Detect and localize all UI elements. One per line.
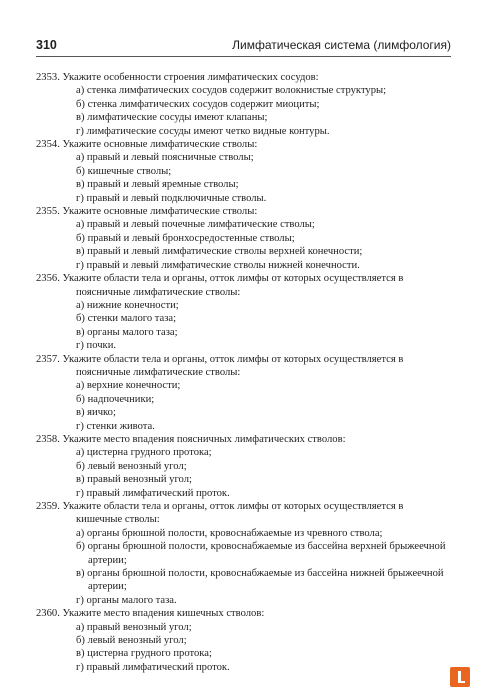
answer-option: в) органы малого таза; — [76, 326, 178, 338]
page-number: 310 — [36, 38, 57, 52]
answer-option: а) цистерна грудного протока; — [76, 447, 212, 459]
header-rule — [36, 56, 451, 57]
question-block — [36, 500, 451, 607]
question-stem: 2356. Укажите области тела и органы, отток лимфы от которых осуществляется в поясничные лимфатические стволы: — [36, 273, 404, 298]
question-stem: 2360. Укажите место впадения кишечных стволов: — [36, 608, 265, 620]
answer-option: б) правый и левый бронхосредостенные стволы; — [76, 232, 295, 244]
answer-option: а) нижние конечности; — [76, 299, 179, 311]
running-title: Лимфатическая система (лимфология) — [232, 38, 451, 52]
question-stem: 2358. Укажите место впадения поясничных лимфатических стволов: — [36, 433, 346, 445]
answer-option: г) лимфатические сосуды имеют четко видные контуры. — [76, 125, 330, 137]
answer-option: а) правый венозный угол; — [76, 621, 192, 633]
question-stem: 2354. Укажите основные лимфатические стволы: — [36, 139, 258, 151]
answer-option: б) надпочечники; — [76, 393, 155, 405]
answer-option: б) кишечные стволы; — [76, 165, 172, 177]
answer-option: а) органы брюшной полости, кровоснабжаемые из чревного ствола; — [76, 527, 383, 539]
answer-option: в) органы брюшной полости, кровоснабжаемые из бассейна нижней брыжеечной артерии; — [76, 568, 444, 593]
answer-option: г) правый и левый лимфатические стволы нижней конечности. — [76, 259, 360, 271]
answer-option: г) стенки живота. — [76, 420, 155, 432]
question-block — [36, 272, 451, 352]
question-block — [36, 353, 451, 433]
question-stem: 2355. Укажите основные лимфатические стволы: — [36, 206, 258, 218]
answer-option: в) цистерна грудного протока; — [76, 648, 212, 660]
publisher-logo-icon — [450, 667, 470, 687]
question-block — [36, 71, 451, 138]
answer-option: б) органы брюшной полости, кровоснабжаемые из бассейна верхней брыжеечной артерии; — [76, 541, 446, 566]
answer-option: б) стенки малого таза; — [76, 313, 177, 325]
question-block — [36, 433, 451, 500]
answer-option: в) правый и левый яремные стволы; — [76, 179, 239, 191]
answer-option: г) органы малого таза. — [76, 594, 177, 606]
answer-option: а) правый и левый поясничные стволы; — [76, 152, 254, 164]
question-block — [36, 138, 451, 205]
answer-option: б) левый венозный угол; — [76, 635, 187, 647]
answer-option: г) правый лимфатический проток. — [76, 661, 230, 673]
answer-option: а) стенка лимфатических сосудов содержит волокнистые структуры; — [76, 85, 387, 97]
page-header — [36, 38, 451, 52]
question-stem: 2357. Укажите области тела и органы, отток лимфы от которых осуществляется в поясничные лимфатические стволы: — [36, 353, 404, 378]
question-block — [36, 205, 451, 272]
answer-option: б) левый венозный угол; — [76, 460, 187, 472]
answer-option: а) верхние конечности; — [76, 380, 181, 392]
answer-option: в) яичко; — [76, 407, 116, 419]
question-stem: 2353. Укажите особенности строения лимфатических сосудов: — [36, 72, 319, 83]
question-stem: 2359. Укажите области тела и органы, отток лимфы от которых осуществляется в кишечные стволы: — [36, 501, 404, 526]
answer-option: в) лимфатические сосуды имеют клапаны; — [76, 112, 268, 124]
answer-option: в) правый венозный угол; — [76, 474, 192, 486]
question-block — [36, 607, 451, 674]
answer-option: г) почки. — [76, 340, 117, 352]
answer-option: г) правый и левый подключичные стволы. — [76, 192, 267, 204]
question-list — [36, 71, 451, 674]
answer-option: а) правый и левый почечные лимфатические стволы; — [76, 219, 315, 231]
answer-option: б) стенка лимфатических сосудов содержит миоциты; — [76, 98, 320, 110]
answer-option: в) правый и левый лимфатические стволы верхней конечности; — [76, 246, 363, 258]
answer-option: г) правый лимфатический проток. — [76, 487, 230, 499]
